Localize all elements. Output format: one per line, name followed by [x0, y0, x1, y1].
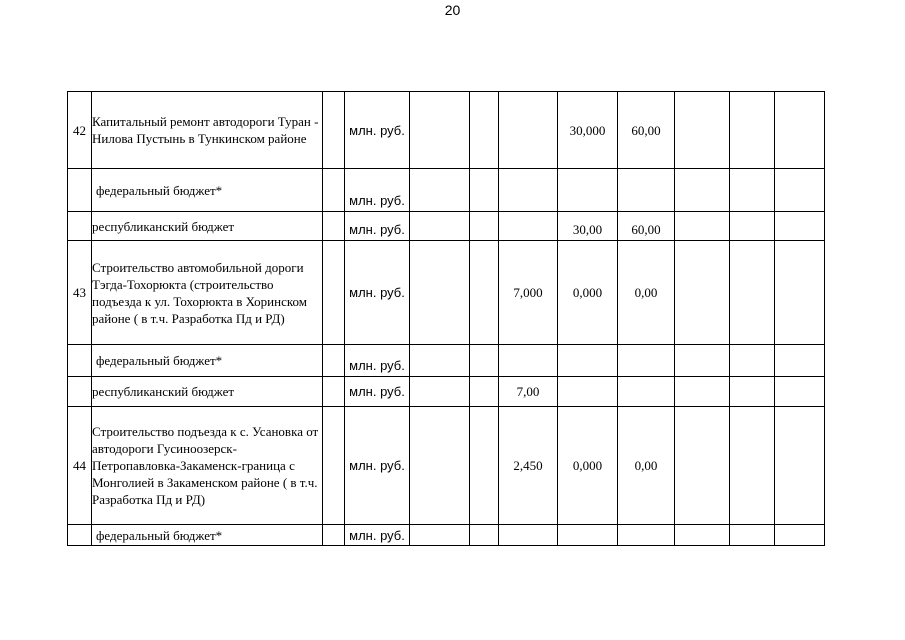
empty-cell	[775, 92, 825, 169]
value-cell	[675, 212, 730, 241]
value-cell	[470, 92, 499, 169]
value-cell: 7,00	[499, 377, 558, 407]
unit-cell: млн. руб.	[345, 407, 410, 525]
value-cell	[618, 169, 675, 212]
item-name: Капитальный ремонт автодороги Туран - Нилова Пустынь в Тункинском районе	[92, 92, 323, 169]
unit-cell: млн. руб.	[345, 169, 410, 212]
value-cell: 7,000	[499, 241, 558, 345]
value-cell: 30,000	[558, 92, 618, 169]
value-cell	[675, 407, 730, 525]
empty-cell	[323, 407, 345, 525]
value-cell	[730, 345, 775, 377]
empty-cell	[323, 241, 345, 345]
table-row	[68, 212, 825, 241]
item-name: федеральный бюджет*	[92, 345, 323, 377]
value-cell: 0,00	[618, 407, 675, 525]
item-name: республиканский бюджет	[92, 212, 323, 241]
table-row	[68, 525, 825, 546]
value-cell	[499, 169, 558, 212]
unit-cell: млн. руб.	[345, 377, 410, 407]
value-cell	[618, 377, 675, 407]
page-number: 20	[444, 2, 461, 18]
row-number	[68, 169, 92, 212]
empty-cell	[323, 377, 345, 407]
row-number	[68, 525, 92, 546]
empty-cell	[775, 241, 825, 345]
value-cell	[410, 525, 470, 546]
value-cell: 30,00	[558, 212, 618, 241]
value-cell	[558, 377, 618, 407]
value-cell	[470, 407, 499, 525]
value-cell	[618, 525, 675, 546]
empty-cell	[775, 169, 825, 212]
row-number: 44	[68, 407, 92, 525]
unit-cell: млн. руб.	[345, 92, 410, 169]
unit-cell: млн. руб.	[345, 345, 410, 377]
row-number	[68, 377, 92, 407]
value-cell	[675, 377, 730, 407]
empty-cell	[323, 169, 345, 212]
value-cell	[410, 241, 470, 345]
item-name: федеральный бюджет*	[92, 169, 323, 212]
item-name: Строительство автомобильной дороги Тэгда-Тохорюкта (строительство подъезда к ул. Тохорюкта в Хоринском районе ( в т.ч. Разработка Пд и РД)	[92, 241, 323, 345]
empty-cell	[775, 407, 825, 525]
value-cell	[618, 345, 675, 377]
value-cell	[470, 345, 499, 377]
table-row	[68, 377, 825, 407]
row-number	[68, 212, 92, 241]
value-cell	[730, 377, 775, 407]
item-name: федеральный бюджет*	[92, 525, 323, 546]
empty-cell	[323, 525, 345, 546]
table-row	[68, 345, 825, 377]
value-cell	[410, 169, 470, 212]
value-cell	[410, 212, 470, 241]
empty-cell	[775, 377, 825, 407]
value-cell	[499, 525, 558, 546]
row-number	[68, 345, 92, 377]
value-cell	[730, 407, 775, 525]
table-row	[68, 407, 825, 525]
value-cell	[558, 345, 618, 377]
value-cell	[470, 212, 499, 241]
value-cell: 60,00	[618, 92, 675, 169]
unit-cell: млн. руб.	[345, 212, 410, 241]
value-cell	[730, 241, 775, 345]
value-cell	[470, 169, 499, 212]
value-cell	[558, 169, 618, 212]
row-number: 42	[68, 92, 92, 169]
budget-table	[67, 91, 825, 546]
item-name: Строительство подъезда к с. Усановка от автодороги Гусиноозерск-Петропавловка-Закаменск-граница с Монголией в Закаменском районе ( в т.ч. Разработка Пд и РД)	[92, 407, 323, 525]
value-cell	[499, 92, 558, 169]
value-cell	[675, 525, 730, 546]
empty-cell	[323, 212, 345, 241]
value-cell	[410, 377, 470, 407]
value-cell: 0,00	[618, 241, 675, 345]
value-cell	[410, 92, 470, 169]
value-cell	[499, 212, 558, 241]
value-cell	[730, 212, 775, 241]
value-cell	[730, 169, 775, 212]
empty-cell	[775, 212, 825, 241]
value-cell	[675, 241, 730, 345]
item-name: республиканский бюджет	[92, 377, 323, 407]
empty-cell	[323, 92, 345, 169]
value-cell	[558, 525, 618, 546]
value-cell: 0,000	[558, 241, 618, 345]
value-cell	[410, 407, 470, 525]
row-number: 43	[68, 241, 92, 345]
table-row	[68, 169, 825, 212]
value-cell	[499, 345, 558, 377]
empty-cell	[775, 345, 825, 377]
value-cell	[470, 525, 499, 546]
empty-cell	[775, 525, 825, 546]
value-cell	[675, 169, 730, 212]
value-cell: 2,450	[499, 407, 558, 525]
value-cell	[470, 241, 499, 345]
empty-cell	[323, 345, 345, 377]
value-cell	[675, 345, 730, 377]
value-cell	[675, 92, 730, 169]
value-cell	[470, 377, 499, 407]
unit-cell: млн. руб.	[345, 241, 410, 345]
unit-cell: млн. руб.	[345, 525, 410, 546]
value-cell	[730, 92, 775, 169]
value-cell: 0,000	[558, 407, 618, 525]
table-row	[68, 241, 825, 345]
value-cell	[730, 525, 775, 546]
value-cell: 60,00	[618, 212, 675, 241]
value-cell	[410, 345, 470, 377]
table-row	[68, 92, 825, 169]
